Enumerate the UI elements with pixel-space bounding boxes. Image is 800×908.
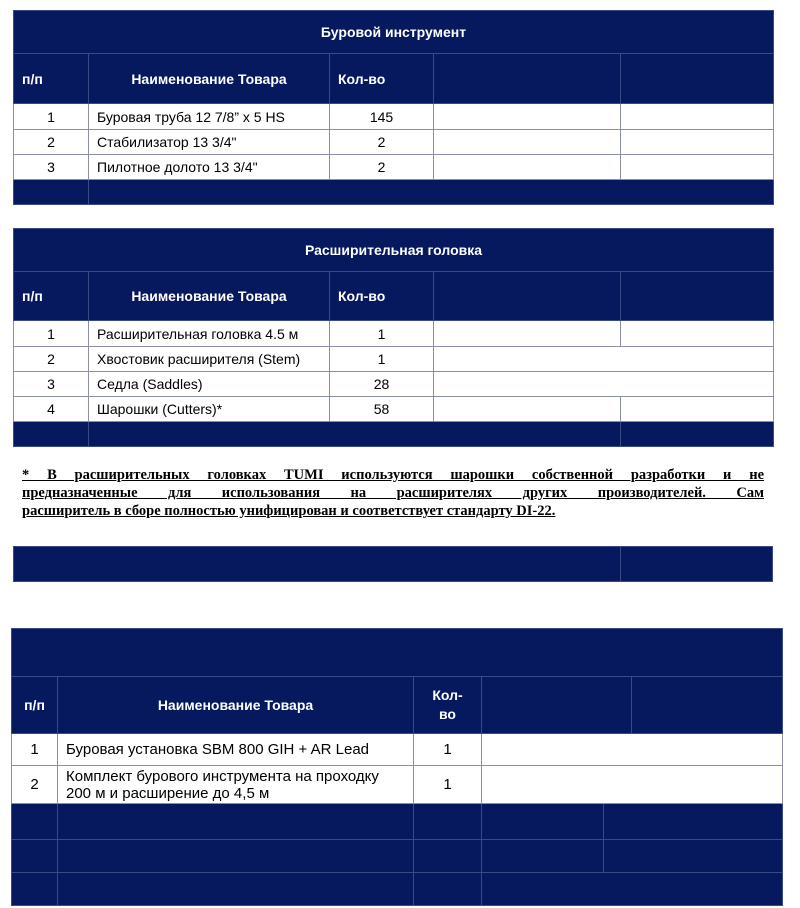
row-empty-cell: [434, 104, 621, 130]
row-num: 4: [14, 397, 89, 422]
row-empty-cell: [621, 155, 774, 180]
row-num: 2: [14, 130, 89, 155]
row-name: Хвостовик расширителя (Stem): [89, 347, 330, 372]
row-name: Расширительная головка 4.5 м: [89, 321, 330, 347]
table-footer-row: [12, 873, 783, 906]
row-name: Седла (Saddles): [89, 372, 330, 397]
table-footer-row: [12, 840, 783, 873]
row-num: 1: [12, 734, 58, 766]
column-header-name: Наименование Товара: [89, 54, 330, 104]
cutters-footnote: [22, 466, 764, 520]
row-empty-cell: [434, 347, 774, 372]
row-num: 1: [14, 104, 89, 130]
table-row: [14, 130, 774, 155]
row-name: Буровая труба 12 7/8” x 5 HS: [89, 104, 330, 130]
table-title: Расширительная головка: [14, 229, 774, 272]
row-qty: 1: [414, 734, 482, 766]
column-header-empty: [621, 272, 774, 321]
column-header-empty: [621, 54, 774, 104]
row-empty-cell: [434, 155, 621, 180]
row-num: 2: [12, 766, 58, 804]
table-title-row: [12, 629, 783, 677]
row-num: 2: [14, 347, 89, 372]
row-empty-cell: [621, 130, 774, 155]
column-header-name: Наименование Товара: [58, 677, 414, 734]
row-name: Буровая установка SBM 800 GIH + AR Lead: [58, 734, 414, 766]
row-qty: 1: [330, 321, 434, 347]
table-row: [14, 155, 774, 180]
row-empty-cell: [621, 397, 774, 422]
column-header-num: п/п: [14, 54, 89, 104]
footnote-line: предназначенные для использования на расширителях других производителей. Сам: [22, 485, 764, 501]
reamer-head-table: [13, 228, 773, 447]
row-empty-cell: [621, 321, 774, 347]
row-num: 3: [14, 372, 89, 397]
row-name: Шарошки (Cutters)*: [89, 397, 330, 422]
row-qty: 2: [330, 155, 434, 180]
table-row: [14, 372, 774, 397]
footnote-line: расширитель в сборе полностью унифицирован и соответствует стандарту DI-22.: [22, 503, 556, 519]
row-empty-cell: [482, 766, 783, 804]
row-empty-cell: [434, 397, 621, 422]
row-qty: 1: [414, 766, 482, 804]
drilling-tools-table: [13, 10, 773, 205]
row-qty: 58: [330, 397, 434, 422]
column-header-empty: [482, 677, 632, 734]
table-row: [14, 321, 774, 347]
table-row: [14, 347, 774, 372]
table-footer-row: [14, 180, 774, 205]
row-name: Комплект бурового инструмента на проходку 200 м и расширение до 4,5 м: [58, 766, 414, 804]
column-header-name: Наименование Товара: [89, 272, 330, 321]
column-header-num: п/п: [12, 677, 58, 734]
navy-bar: [13, 546, 773, 582]
table-footer-row: [12, 804, 783, 840]
row-qty: 2: [330, 130, 434, 155]
column-header-qty: Кол-во: [330, 272, 434, 321]
row-empty-cell: [434, 372, 774, 397]
row-empty-cell: [482, 734, 783, 766]
equipment-table: [11, 628, 782, 906]
table-row: [12, 766, 783, 804]
column-header-qty: Кол-во: [330, 54, 434, 104]
table-row: [14, 397, 774, 422]
row-num: 3: [14, 155, 89, 180]
row-qty: 1: [330, 347, 434, 372]
column-header-empty: [434, 54, 621, 104]
row-empty-cell: [621, 104, 774, 130]
column-header-empty: [434, 272, 621, 321]
row-empty-cell: [434, 321, 621, 347]
column-header-num: п/п: [14, 272, 89, 321]
footnote-line: * В расширительных головках TUMI используются шарошки собственной разработки и не: [22, 467, 764, 483]
table-row: [12, 734, 783, 766]
row-empty-cell: [434, 130, 621, 155]
table-title: Буровой инструмент: [14, 11, 774, 54]
row-name: Стабилизатор 13 3/4": [89, 130, 330, 155]
row-qty: 28: [330, 372, 434, 397]
row-name: Пилотное долото 13 3/4": [89, 155, 330, 180]
row-num: 1: [14, 321, 89, 347]
column-header-empty: [632, 677, 783, 734]
column-header-qty: Кол- во: [414, 677, 482, 734]
table-footer-row: [14, 422, 774, 447]
table-row: [14, 104, 774, 130]
row-qty: 145: [330, 104, 434, 130]
